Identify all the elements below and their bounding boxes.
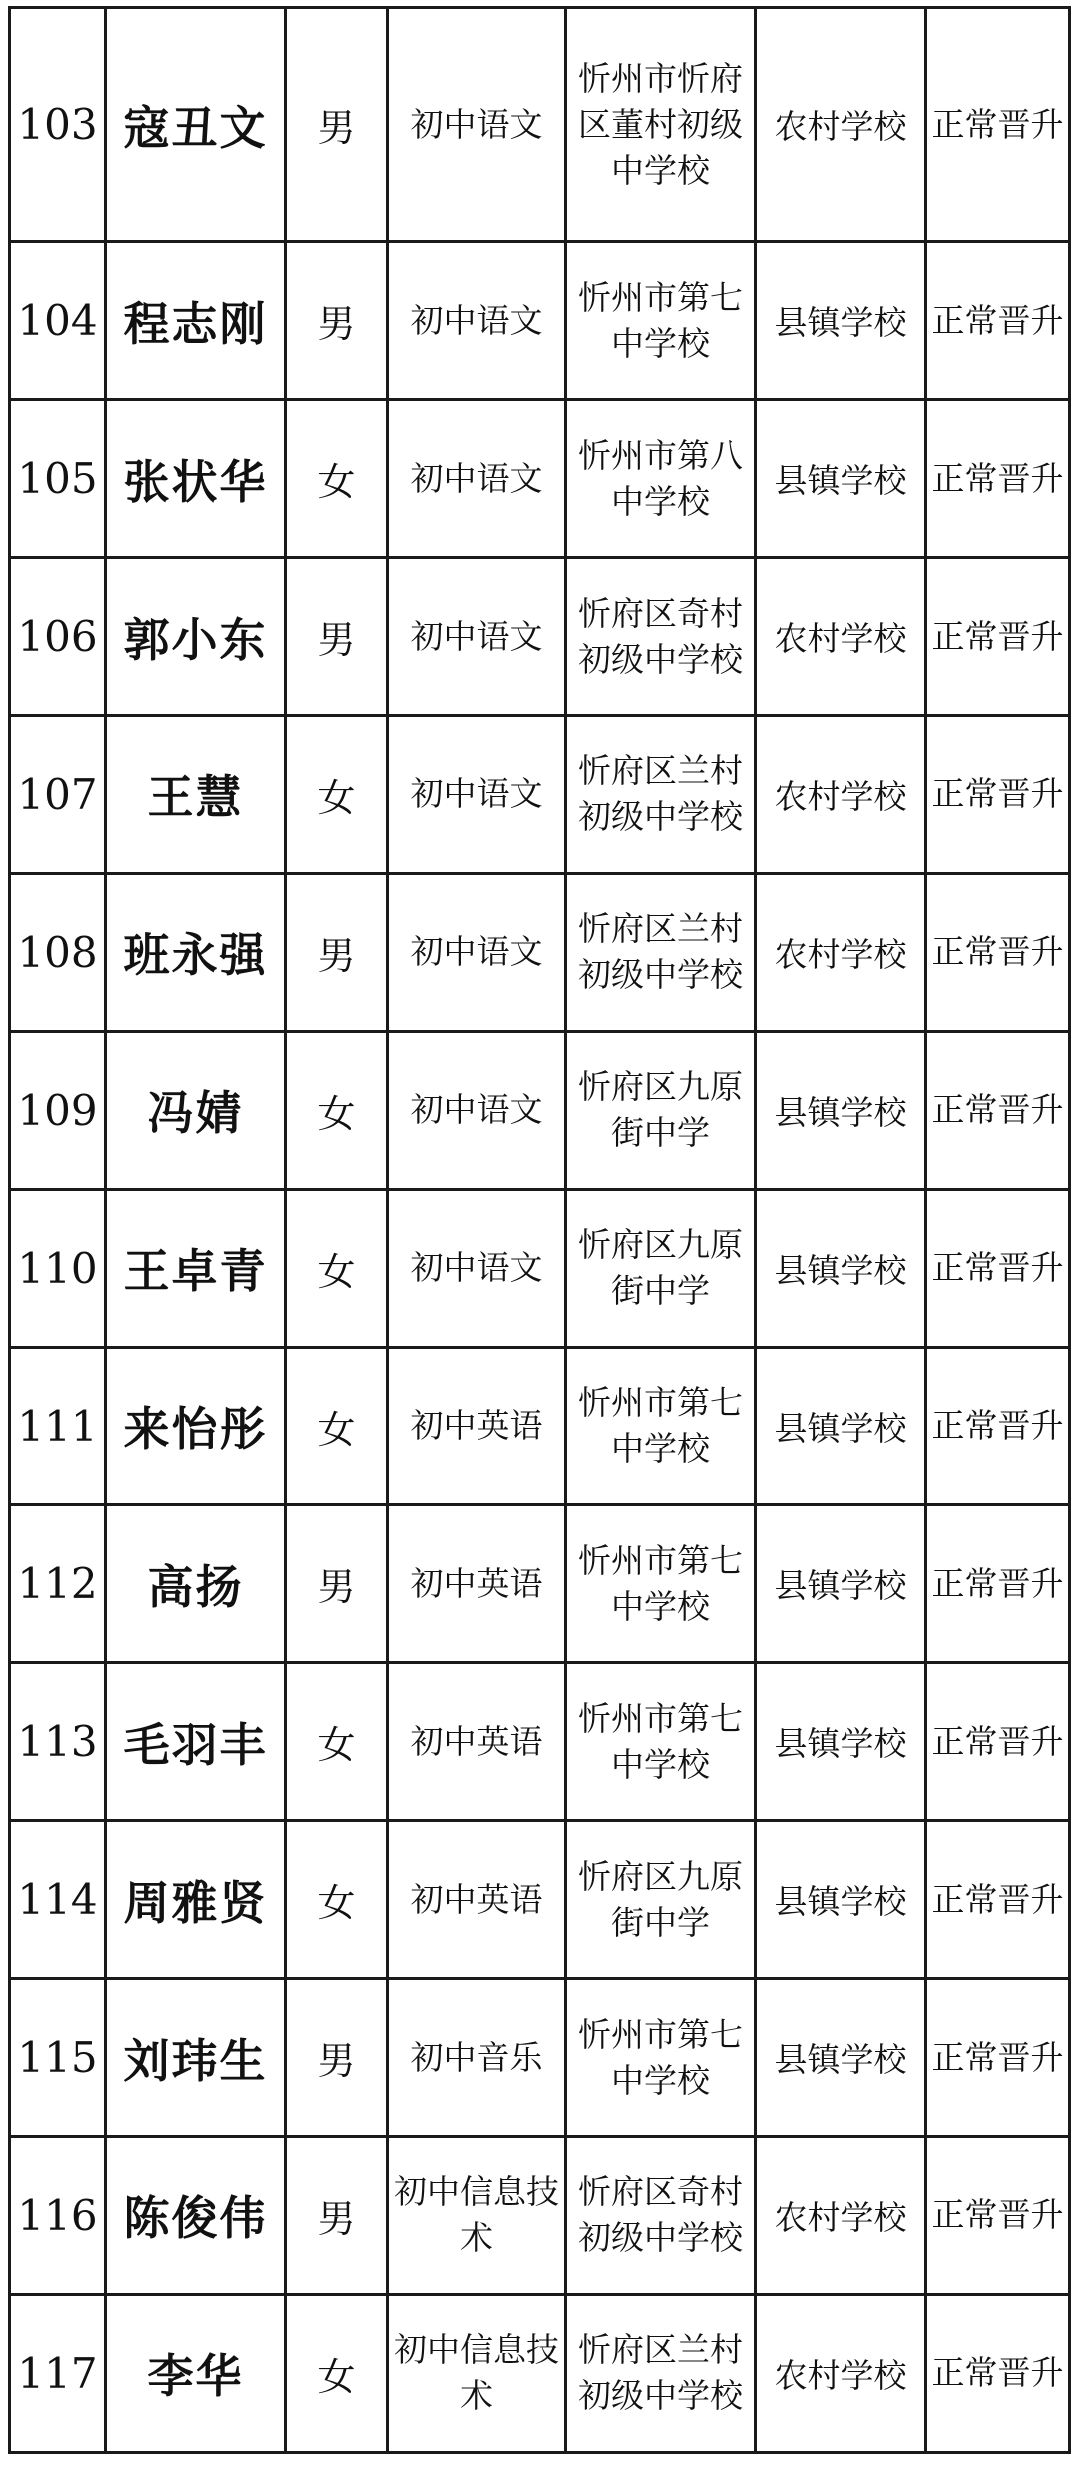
person-name: 毛羽丰 [106, 1663, 286, 1821]
school-name: 忻府区九原街中学 [566, 1821, 756, 1979]
school-type: 县镇学校 [756, 1821, 926, 1979]
school-type: 县镇学校 [756, 1979, 926, 2137]
table-row [10, 1821, 1070, 1979]
subject: 初中英语 [388, 1821, 566, 1979]
school-name: 忻州市忻府区董村初级中学校 [566, 8, 756, 242]
table-row [10, 2294, 1070, 2452]
review-result: 正常晋升 [926, 558, 1070, 716]
school-name: 忻州市第七中学校 [566, 1347, 756, 1505]
subject: 初中语文 [388, 8, 566, 242]
gender: 女 [286, 1663, 388, 1821]
school-name: 忻府区兰村初级中学校 [566, 2294, 756, 2452]
person-name: 高扬 [106, 1505, 286, 1663]
school-name: 忻州市第七中学校 [566, 1663, 756, 1821]
review-result: 正常晋升 [926, 2294, 1070, 2452]
person-name: 程志刚 [106, 242, 286, 400]
person-name: 周雅贤 [106, 1821, 286, 1979]
gender: 女 [286, 1821, 388, 1979]
gender: 女 [286, 1031, 388, 1189]
gender: 男 [286, 242, 388, 400]
table-row [10, 400, 1070, 558]
gender: 女 [286, 2294, 388, 2452]
review-result: 正常晋升 [926, 242, 1070, 400]
gender: 男 [286, 873, 388, 1031]
school-name: 忻府区奇村初级中学校 [566, 558, 756, 716]
person-name: 冯婧 [106, 1031, 286, 1189]
school-type: 农村学校 [756, 873, 926, 1031]
row-number: 109 [10, 1031, 106, 1189]
review-result: 正常晋升 [926, 1189, 1070, 1347]
table-row [10, 1979, 1070, 2137]
person-name: 郭小东 [106, 558, 286, 716]
gender: 男 [286, 8, 388, 242]
school-name: 忻府区奇村初级中学校 [566, 2137, 756, 2295]
gender: 男 [286, 1505, 388, 1663]
table-row [10, 2137, 1070, 2295]
review-result: 正常晋升 [926, 1821, 1070, 1979]
subject: 初中信息技术 [388, 2294, 566, 2452]
review-result: 正常晋升 [926, 1347, 1070, 1505]
school-type: 县镇学校 [756, 1031, 926, 1189]
review-result: 正常晋升 [926, 2137, 1070, 2295]
person-name: 王卓青 [106, 1189, 286, 1347]
row-number: 114 [10, 1821, 106, 1979]
subject: 初中音乐 [388, 1979, 566, 2137]
subject: 初中语文 [388, 1189, 566, 1347]
school-type: 县镇学校 [756, 1189, 926, 1347]
gender: 男 [286, 558, 388, 716]
subject: 初中语文 [388, 716, 566, 874]
gender: 女 [286, 1189, 388, 1347]
table-row [10, 242, 1070, 400]
school-name: 忻府区兰村初级中学校 [566, 716, 756, 874]
row-number: 110 [10, 1189, 106, 1347]
school-name: 忻府区九原街中学 [566, 1189, 756, 1347]
subject: 初中信息技术 [388, 2137, 566, 2295]
row-number: 105 [10, 400, 106, 558]
school-type: 县镇学校 [756, 1505, 926, 1663]
gender: 女 [286, 400, 388, 558]
subject: 初中语文 [388, 242, 566, 400]
table-row [10, 1505, 1070, 1663]
subject: 初中英语 [388, 1505, 566, 1663]
person-name: 来怡彤 [106, 1347, 286, 1505]
table-row [10, 1189, 1070, 1347]
row-number: 115 [10, 1979, 106, 2137]
gender: 男 [286, 1979, 388, 2137]
row-number: 112 [10, 1505, 106, 1663]
school-type: 农村学校 [756, 8, 926, 242]
gender: 女 [286, 716, 388, 874]
school-type: 县镇学校 [756, 400, 926, 558]
school-type: 农村学校 [756, 716, 926, 874]
subject: 初中语文 [388, 873, 566, 1031]
row-number: 116 [10, 2137, 106, 2295]
table-row [10, 716, 1070, 874]
subject: 初中语文 [388, 400, 566, 558]
subject: 初中语文 [388, 558, 566, 716]
person-name: 寇丑文 [106, 8, 286, 242]
school-name: 忻州市第七中学校 [566, 1505, 756, 1663]
review-result: 正常晋升 [926, 716, 1070, 874]
person-name: 王慧 [106, 716, 286, 874]
subject: 初中语文 [388, 1031, 566, 1189]
review-result: 正常晋升 [926, 873, 1070, 1031]
school-type: 农村学校 [756, 2294, 926, 2452]
school-name: 忻州市第八中学校 [566, 400, 756, 558]
row-number: 106 [10, 558, 106, 716]
gender: 女 [286, 1347, 388, 1505]
person-name: 李华 [106, 2294, 286, 2452]
school-name: 忻府区九原街中学 [566, 1031, 756, 1189]
table-row [10, 1347, 1070, 1505]
subject: 初中英语 [388, 1663, 566, 1821]
school-type: 农村学校 [756, 2137, 926, 2295]
school-type: 县镇学校 [756, 1347, 926, 1505]
review-result: 正常晋升 [926, 8, 1070, 242]
roster-table [8, 6, 1071, 2454]
person-name: 刘玮生 [106, 1979, 286, 2137]
row-number: 111 [10, 1347, 106, 1505]
row-number: 107 [10, 716, 106, 874]
row-number: 103 [10, 8, 106, 242]
subject: 初中英语 [388, 1347, 566, 1505]
review-result: 正常晋升 [926, 1505, 1070, 1663]
row-number: 117 [10, 2294, 106, 2452]
table-row [10, 558, 1070, 716]
row-number: 113 [10, 1663, 106, 1821]
school-name: 忻州市第七中学校 [566, 1979, 756, 2137]
row-number: 104 [10, 242, 106, 400]
school-name: 忻州市第七中学校 [566, 242, 756, 400]
person-name: 张状华 [106, 400, 286, 558]
school-type: 农村学校 [756, 558, 926, 716]
table-row [10, 1031, 1070, 1189]
school-type: 县镇学校 [756, 1663, 926, 1821]
row-number: 108 [10, 873, 106, 1031]
review-result: 正常晋升 [926, 1663, 1070, 1821]
person-name: 班永强 [106, 873, 286, 1031]
school-name: 忻府区兰村初级中学校 [566, 873, 756, 1031]
review-result: 正常晋升 [926, 400, 1070, 558]
school-type: 县镇学校 [756, 242, 926, 400]
review-result: 正常晋升 [926, 1979, 1070, 2137]
table-row [10, 873, 1070, 1031]
table-row [10, 8, 1070, 242]
table-row [10, 1663, 1070, 1821]
gender: 男 [286, 2137, 388, 2295]
person-name: 陈俊伟 [106, 2137, 286, 2295]
review-result: 正常晋升 [926, 1031, 1070, 1189]
